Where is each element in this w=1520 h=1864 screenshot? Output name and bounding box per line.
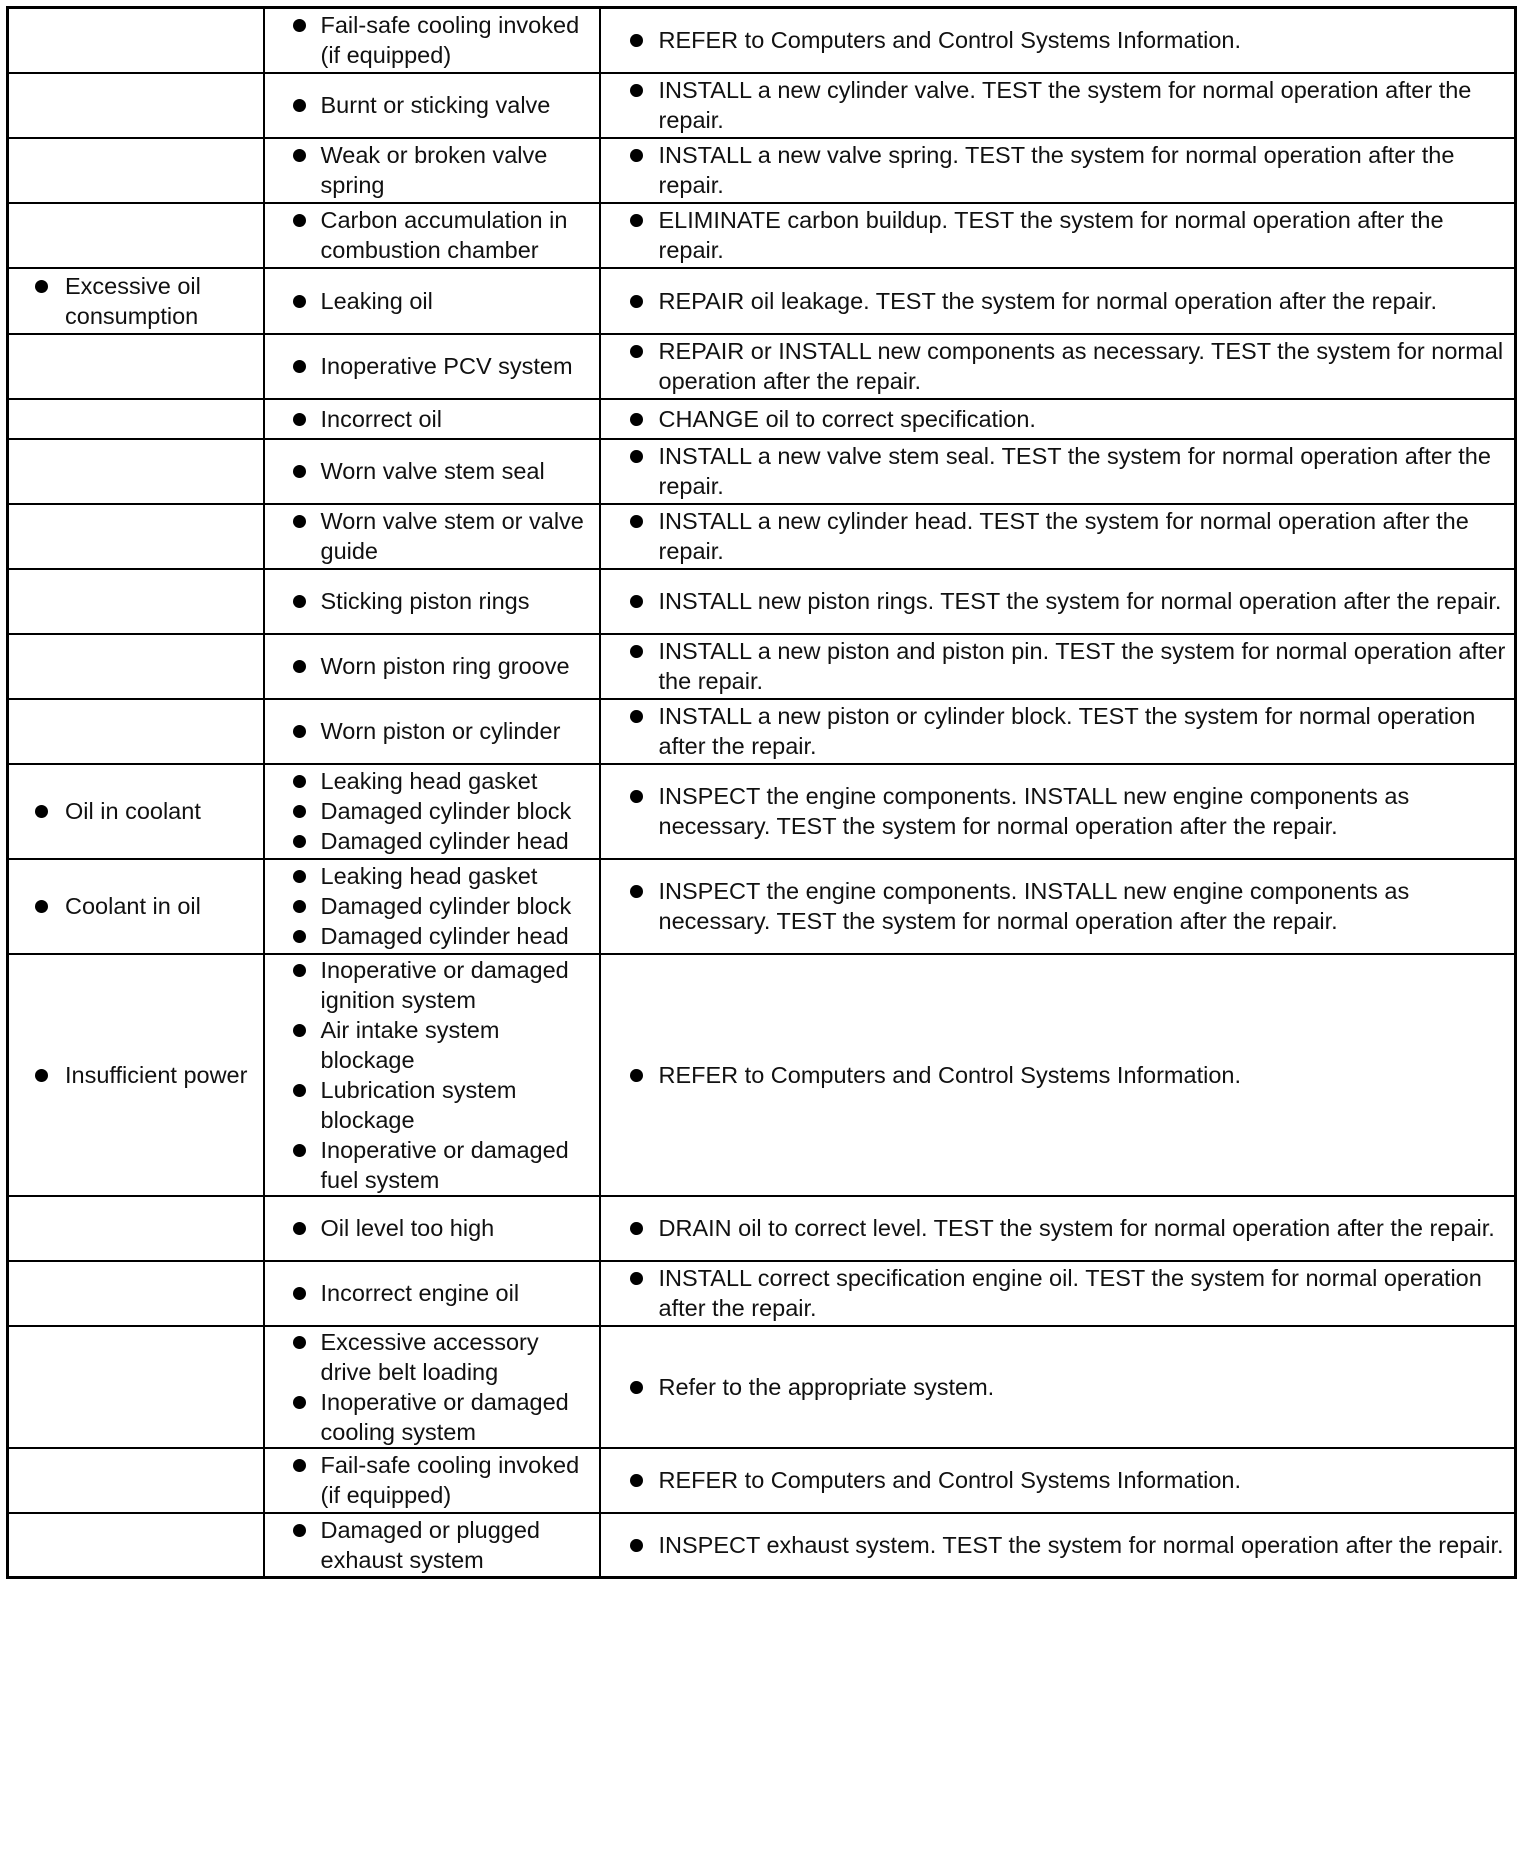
cause-item: Incorrect engine oil xyxy=(265,1278,599,1308)
symptom-cell xyxy=(8,439,264,504)
action-item: REPAIR or INSTALL new components as necessary. TEST the system for normal operation after the repair. xyxy=(601,336,1515,396)
cause-list xyxy=(265,456,599,486)
cause-cell xyxy=(264,138,600,203)
table-row xyxy=(8,504,1516,569)
action-item: REPAIR oil leakage. TEST the system for normal operation after the repair. xyxy=(601,286,1515,316)
action-list xyxy=(601,286,1515,316)
table-row xyxy=(8,439,1516,504)
table-row xyxy=(8,399,1516,439)
action-item: DRAIN oil to correct level. TEST the system for normal operation after the repair. xyxy=(601,1213,1515,1243)
symptom-cell xyxy=(8,699,264,764)
action-list xyxy=(601,636,1515,696)
action-cell xyxy=(600,1196,1516,1261)
table-row xyxy=(8,699,1516,764)
cause-cell xyxy=(264,334,600,399)
table-row xyxy=(8,569,1516,634)
action-list xyxy=(601,1530,1515,1560)
action-cell xyxy=(600,504,1516,569)
action-list xyxy=(601,1465,1515,1495)
cause-cell xyxy=(264,954,600,1196)
cause-list xyxy=(265,205,599,265)
symptom-list xyxy=(9,796,263,826)
action-list xyxy=(601,25,1515,55)
symptom-cell xyxy=(8,1196,264,1261)
symptom-cell xyxy=(8,1261,264,1326)
table-row xyxy=(8,334,1516,399)
table-row xyxy=(8,764,1516,859)
table-body xyxy=(8,8,1516,1578)
cause-item: Weak or broken valve spring xyxy=(265,140,599,200)
symptom-cell xyxy=(8,268,264,334)
action-item: INSPECT exhaust system. TEST the system for normal operation after the repair. xyxy=(601,1530,1515,1560)
symptom-cell xyxy=(8,203,264,268)
cause-list xyxy=(265,1213,599,1243)
action-cell xyxy=(600,73,1516,138)
cause-list xyxy=(265,351,599,381)
cause-item: Fail-safe cooling invoked (if equipped) xyxy=(265,10,599,70)
action-list xyxy=(601,205,1515,265)
action-cell xyxy=(600,203,1516,268)
action-cell xyxy=(600,138,1516,203)
cause-list xyxy=(265,586,599,616)
table-row xyxy=(8,138,1516,203)
action-cell xyxy=(600,334,1516,399)
action-item: Refer to the appropriate system. xyxy=(601,1372,1515,1402)
action-item: INSPECT the engine components. INSTALL new engine components as necessary. TEST the system for normal operation after the repair. xyxy=(601,876,1515,936)
action-list xyxy=(601,701,1515,761)
cause-item: Air intake system blockage xyxy=(265,1015,599,1075)
action-item: INSTALL a new cylinder valve. TEST the system for normal operation after the repair. xyxy=(601,75,1515,135)
cause-item: Damaged cylinder head xyxy=(265,826,599,856)
cause-cell xyxy=(264,569,600,634)
action-list xyxy=(601,876,1515,936)
action-item: INSTALL a new piston and piston pin. TEST the system for normal operation after the repair. xyxy=(601,636,1515,696)
action-list xyxy=(601,1372,1515,1402)
action-cell xyxy=(600,859,1516,954)
cause-item: Damaged cylinder block xyxy=(265,891,599,921)
cause-item: Inoperative or damaged fuel system xyxy=(265,1135,599,1195)
cause-list xyxy=(265,140,599,200)
cause-list xyxy=(265,861,599,951)
cause-cell xyxy=(264,1513,600,1578)
cause-list xyxy=(265,1515,599,1575)
symptom-item: Oil in coolant xyxy=(9,796,263,826)
symptom-cell xyxy=(8,764,264,859)
cause-cell xyxy=(264,1326,600,1448)
cause-item: Burnt or sticking valve xyxy=(265,90,599,120)
cause-item: Inoperative PCV system xyxy=(265,351,599,381)
action-item: REFER to Computers and Control Systems Information. xyxy=(601,25,1515,55)
action-item: INSTALL a new cylinder head. TEST the system for normal operation after the repair. xyxy=(601,506,1515,566)
symptom-item: Excessive oil consumption xyxy=(9,271,263,331)
action-item: REFER to Computers and Control Systems Information. xyxy=(601,1465,1515,1495)
action-list xyxy=(601,586,1515,616)
symptom-cell xyxy=(8,399,264,439)
table-row xyxy=(8,859,1516,954)
action-list xyxy=(601,1263,1515,1323)
action-cell xyxy=(600,764,1516,859)
cause-item: Sticking piston rings xyxy=(265,586,599,616)
action-list xyxy=(601,781,1515,841)
table-row xyxy=(8,1261,1516,1326)
action-cell xyxy=(600,1513,1516,1578)
symptom-cell xyxy=(8,73,264,138)
action-cell xyxy=(600,954,1516,1196)
cause-cell xyxy=(264,8,600,73)
symptom-cell xyxy=(8,1513,264,1578)
table-row xyxy=(8,1196,1516,1261)
cause-cell xyxy=(264,1196,600,1261)
cause-list xyxy=(265,506,599,566)
cause-list xyxy=(265,1327,599,1447)
symptom-cell xyxy=(8,504,264,569)
action-cell xyxy=(600,634,1516,699)
action-list xyxy=(601,404,1515,434)
cause-item: Incorrect oil xyxy=(265,404,599,434)
action-list xyxy=(601,1213,1515,1243)
cause-list xyxy=(265,90,599,120)
symptom-cell xyxy=(8,634,264,699)
cause-item: Leaking oil xyxy=(265,286,599,316)
symptom-item: Coolant in oil xyxy=(9,891,263,921)
symptom-cell xyxy=(8,8,264,73)
cause-cell xyxy=(264,504,600,569)
table-row xyxy=(8,268,1516,334)
action-list xyxy=(601,336,1515,396)
cause-list xyxy=(265,1278,599,1308)
cause-item: Inoperative or damaged ignition system xyxy=(265,955,599,1015)
action-cell xyxy=(600,699,1516,764)
cause-cell xyxy=(264,1448,600,1513)
cause-cell xyxy=(264,634,600,699)
table-row xyxy=(8,954,1516,1196)
action-list xyxy=(601,506,1515,566)
action-list xyxy=(601,75,1515,135)
table-row xyxy=(8,203,1516,268)
action-item: INSTALL new piston rings. TEST the system for normal operation after the repair. xyxy=(601,586,1515,616)
symptom-list xyxy=(9,1060,263,1090)
cause-list xyxy=(265,404,599,434)
action-cell xyxy=(600,439,1516,504)
cause-cell xyxy=(264,439,600,504)
cause-item: Damaged or plugged exhaust system xyxy=(265,1515,599,1575)
action-item: INSTALL a new valve spring. TEST the system for normal operation after the repair. xyxy=(601,140,1515,200)
cause-cell xyxy=(264,699,600,764)
action-list xyxy=(601,441,1515,501)
cause-cell xyxy=(264,268,600,334)
cause-list xyxy=(265,286,599,316)
cause-cell xyxy=(264,203,600,268)
action-item: CHANGE oil to correct specification. xyxy=(601,404,1515,434)
diagnostic-table xyxy=(6,6,1517,1579)
cause-item: Worn piston ring groove xyxy=(265,651,599,681)
action-list xyxy=(601,1060,1515,1090)
symptom-cell xyxy=(8,569,264,634)
cause-list xyxy=(265,716,599,746)
table-row xyxy=(8,73,1516,138)
action-item: ELIMINATE carbon buildup. TEST the system for normal operation after the repair. xyxy=(601,205,1515,265)
action-list xyxy=(601,140,1515,200)
cause-list xyxy=(265,1450,599,1510)
action-item: REFER to Computers and Control Systems Information. xyxy=(601,1060,1515,1090)
cause-item: Worn valve stem seal xyxy=(265,456,599,486)
action-cell xyxy=(600,1448,1516,1513)
cause-cell xyxy=(264,859,600,954)
action-cell xyxy=(600,1326,1516,1448)
symptom-cell xyxy=(8,138,264,203)
cause-list xyxy=(265,766,599,856)
symptom-list xyxy=(9,271,263,331)
action-item: INSPECT the engine components. INSTALL new engine components as necessary. TEST the system for normal operation after the repair. xyxy=(601,781,1515,841)
cause-item: Excessive accessory drive belt loading xyxy=(265,1327,599,1387)
cause-list xyxy=(265,955,599,1195)
cause-item: Leaking head gasket xyxy=(265,861,599,891)
action-cell xyxy=(600,268,1516,334)
symptom-list xyxy=(9,891,263,921)
action-cell xyxy=(600,399,1516,439)
action-cell xyxy=(600,1261,1516,1326)
cause-cell xyxy=(264,1261,600,1326)
cause-item: Fail-safe cooling invoked (if equipped) xyxy=(265,1450,599,1510)
cause-item: Damaged cylinder block xyxy=(265,796,599,826)
symptom-cell xyxy=(8,334,264,399)
action-item: INSTALL correct specification engine oil. TEST the system for normal operation after the repair. xyxy=(601,1263,1515,1323)
cause-list xyxy=(265,10,599,70)
cause-item: Damaged cylinder head xyxy=(265,921,599,951)
cause-item: Worn piston or cylinder xyxy=(265,716,599,746)
symptom-cell xyxy=(8,954,264,1196)
table-row xyxy=(8,1513,1516,1578)
symptom-cell xyxy=(8,1448,264,1513)
table-row xyxy=(8,8,1516,73)
cause-item: Carbon accumulation in combustion chamber xyxy=(265,205,599,265)
table-row xyxy=(8,1448,1516,1513)
action-cell xyxy=(600,569,1516,634)
cause-cell xyxy=(264,73,600,138)
table-row xyxy=(8,634,1516,699)
cause-item: Inoperative or damaged cooling system xyxy=(265,1387,599,1447)
action-item: INSTALL a new piston or cylinder block. TEST the system for normal operation after the repair. xyxy=(601,701,1515,761)
cause-item: Worn valve stem or valve guide xyxy=(265,506,599,566)
action-item: INSTALL a new valve stem seal. TEST the system for normal operation after the repair. xyxy=(601,441,1515,501)
table-row xyxy=(8,1326,1516,1448)
action-cell xyxy=(600,8,1516,73)
cause-item: Leaking head gasket xyxy=(265,766,599,796)
cause-list xyxy=(265,651,599,681)
symptom-cell xyxy=(8,859,264,954)
symptom-cell xyxy=(8,1326,264,1448)
cause-cell xyxy=(264,399,600,439)
symptom-item: Insufficient power xyxy=(9,1060,263,1090)
cause-item: Oil level too high xyxy=(265,1213,599,1243)
cause-cell xyxy=(264,764,600,859)
cause-item: Lubrication system blockage xyxy=(265,1075,599,1135)
